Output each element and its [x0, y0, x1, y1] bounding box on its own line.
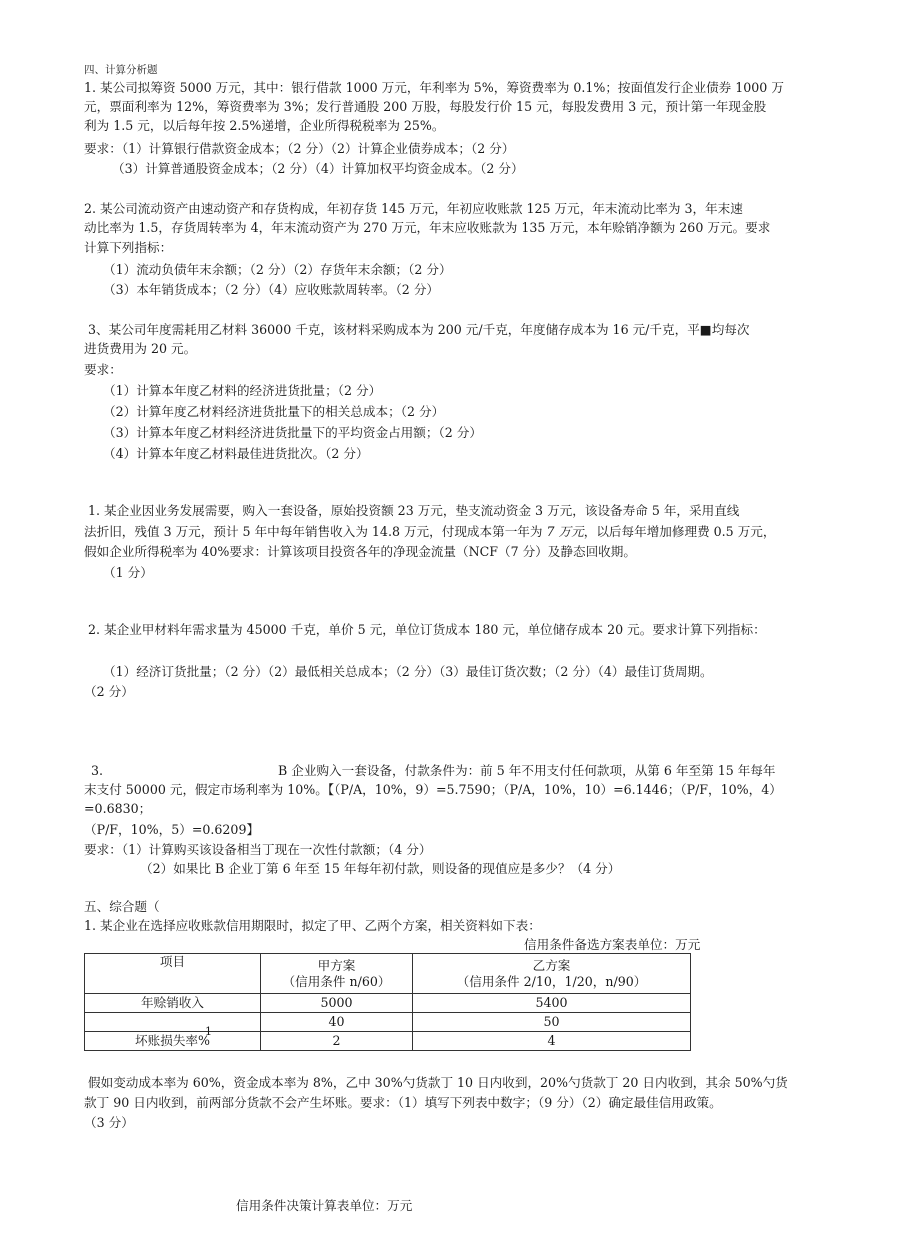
row-plan-b-value: 50 [413, 1013, 691, 1032]
q2-line-4: （1）流动负债年末余额；（2 分）（2）存货年末余额；（2 分） [103, 262, 452, 277]
row-plan-b-value: 5400 [413, 994, 691, 1013]
q3-line-5: （2）计算年度乙材料经济进货批量下的相关总成本；（2 分） [103, 404, 445, 419]
q5-line-2: （1）经济订货批量；（2 分）（2）最低相关总成本；（2 分）（3）最佳订货次数；（2 分）（4）最佳订货周期。 [103, 664, 713, 679]
q6-line-2: 末支付 50000 元，假定市场利率为 10%。【（P/A，10%，9）=5.7590；（P/A，10%，10）=6.1446；（P/F，10%，4） [84, 782, 782, 797]
q6-line-3: =0.6830； [84, 801, 152, 816]
q1-line-1: 1. 某公司拟筹资 5000 万元，其中：银行借款 1000 万元，年利率为 5%，筹资费率为 0.1%；按面值发行企业债券 1000 万 [84, 80, 784, 95]
q6-line-1: B 企业购入一套设备，付款条件为：前 5 年不用支付任何款项，从第 6 年至第 15 年每年 [278, 763, 776, 778]
q4-line-2-a: 法折旧，残值 3 万元，预计 5 年中每年销售收入为 14.8 万元，付现成本第一年为 [84, 524, 547, 539]
bottom-table-caption: 信用条件决策计算表单位：万元 [236, 1198, 413, 1213]
q7-after-3: （3 分） [84, 1115, 134, 1130]
q3-line-3: 要求： [84, 362, 122, 377]
header-plan-a-name: 甲方案 [317, 957, 356, 973]
q3-line-7: （4）计算本年度乙材料最佳进货批次。（2 分） [103, 446, 369, 461]
q4-line-4: （1 分） [103, 565, 153, 580]
header-plan-b-name: 乙方案 [532, 957, 571, 973]
q5-line-3: （2 分） [84, 684, 134, 699]
header-plan-a-terms: （信用条件 n/60） [282, 973, 391, 989]
row-plan-a-value: 2 [261, 1032, 413, 1051]
q2-line-5: （3）本年销货成本；（2 分）（4）应收账款周转率。（2 分） [103, 282, 440, 297]
row-plan-a-value: 40 [261, 1013, 413, 1032]
q4-line-2 [84, 524, 775, 540]
header-plan-b [413, 954, 691, 994]
table-caption: 信用条件备选方案表单位：万元 [524, 937, 701, 952]
header-item [85, 954, 261, 994]
q3-line-4: （1）计算本年度乙材料的经济进货批量；（2 分） [103, 383, 382, 398]
header-plan-b-terms: （信用条件 2/10，1/20，n/90） [456, 973, 647, 989]
q6-line-6: （2）如果比 B 企业丁第 6 年至 15 年每年初付款，则设备的现值应是多少？（4 分） [140, 861, 621, 876]
stray-mark: 1 [205, 1025, 212, 1038]
q2-line-3: 计算下列指标： [84, 240, 173, 255]
q3-line-6: （3）计算本年度乙材料经济进货批量下的平均资金占用额；（2 分） [103, 425, 482, 440]
row-label: 年赊销收入 [85, 994, 261, 1013]
table-row [85, 994, 691, 1013]
q5-line-1: 2. 某企业甲材料年需求量为 45000 千克，单价 5 元，单位订货成本 180 元，单位储存成本 20 元。要求计算下列指标： [88, 622, 766, 637]
credit-options-table [84, 953, 691, 1051]
q7-after-1: 假如变动成本率为 60%，资金成本率为 8%，乙中 30%勺货款丁 10 日内收到，20%勺货款丁 20 日内收到，其余 50%勺货 [88, 1075, 788, 1090]
q2-line-2: 动比率为 1.5，存货周转率为 4，年末流动资产为 270 万元，年末应收账款为 135 万元，本年赊销净额为 260 万元。要求 [84, 220, 771, 235]
header-item-label: 项目 [159, 954, 186, 969]
q4-line-2-c: ，以后每年增加修理费 0.5 万元， [583, 524, 776, 539]
q4-line-3: 假如企业所得税率为 40%要求：计算该项目投资各年的净现金流量（NCF（7 分）及静态回收期。 [84, 544, 636, 559]
header-plan-a [261, 954, 413, 994]
row-plan-b-value: 4 [413, 1032, 691, 1051]
section-title-comprehensive: 五、综合题（ [84, 899, 160, 914]
table-row [85, 1013, 691, 1032]
section-title-calc: 四、计算分析题 [84, 64, 158, 76]
q3-line-2: 进货费用为 20 元。 [84, 341, 197, 356]
row-label: 坏账损失率% [85, 1032, 261, 1051]
table-row [85, 1032, 691, 1051]
q6-line-4: （P/F，10%，5）=0.6209】 [84, 822, 260, 837]
q1-line-4: 要求：（1）计算银行借款资金成本；（2 分）（2）计算企业债券成本；（2 分） [84, 141, 515, 156]
q1-line-5: （3）计算普通股资金成本；（2 分）（4）计算加权平均资金成本。（2 分） [112, 161, 524, 176]
row-label [85, 1013, 261, 1032]
q6-line-5: 要求：（1）计算购买该设备相当丁现在一次性付款额；（4 分） [84, 842, 432, 857]
q3-line-1: 3、某公司年度需耗用乙材料 36000 千克，该材料采购成本为 200 元/千克，年度储存成本为 16 元/千克，平■均每次 [88, 322, 750, 337]
q7-line-1: 1. 某企业在选择应收账款信用期限时，拟定了甲、乙两个方案，相关资料如下表： [84, 918, 541, 933]
q2-line-1: 2. 某公司流动资产由速动资产和存货构成，年初存货 145 万元，年初应收账款 125 万元，年末流动比率为 3，年末速 [84, 201, 743, 216]
q4-handwritten-cost: 7 万元 [546, 524, 584, 539]
table-header-row [85, 954, 691, 994]
q6-number: 3. [91, 763, 104, 778]
q4-line-1: 1. 某企业因业务发展需要，购入一套设备，原始投资额 23 万元，垫支流动资金 3 万元，该设备寿命 5 年，采用直线 [88, 503, 740, 518]
q1-line-3: 利为 1.5 元，以后每年按 2.5%递增，企业所得税税率为 25%。 [84, 118, 445, 133]
q1-line-2: 元，票面利率为 12%，筹资费率为 3%；发行普通股 200 万股，每股发行价 15 元，每股发费用 3 元，预计第一年现金股 [84, 99, 767, 114]
q7-after-2: 款丁 90 日内收到，前两部分货款不会产生坏账。要求：（1）填写下列表中数字；（9 分）（2）确定最佳信用政策。 [84, 1095, 722, 1110]
row-plan-a-value: 5000 [261, 994, 413, 1013]
